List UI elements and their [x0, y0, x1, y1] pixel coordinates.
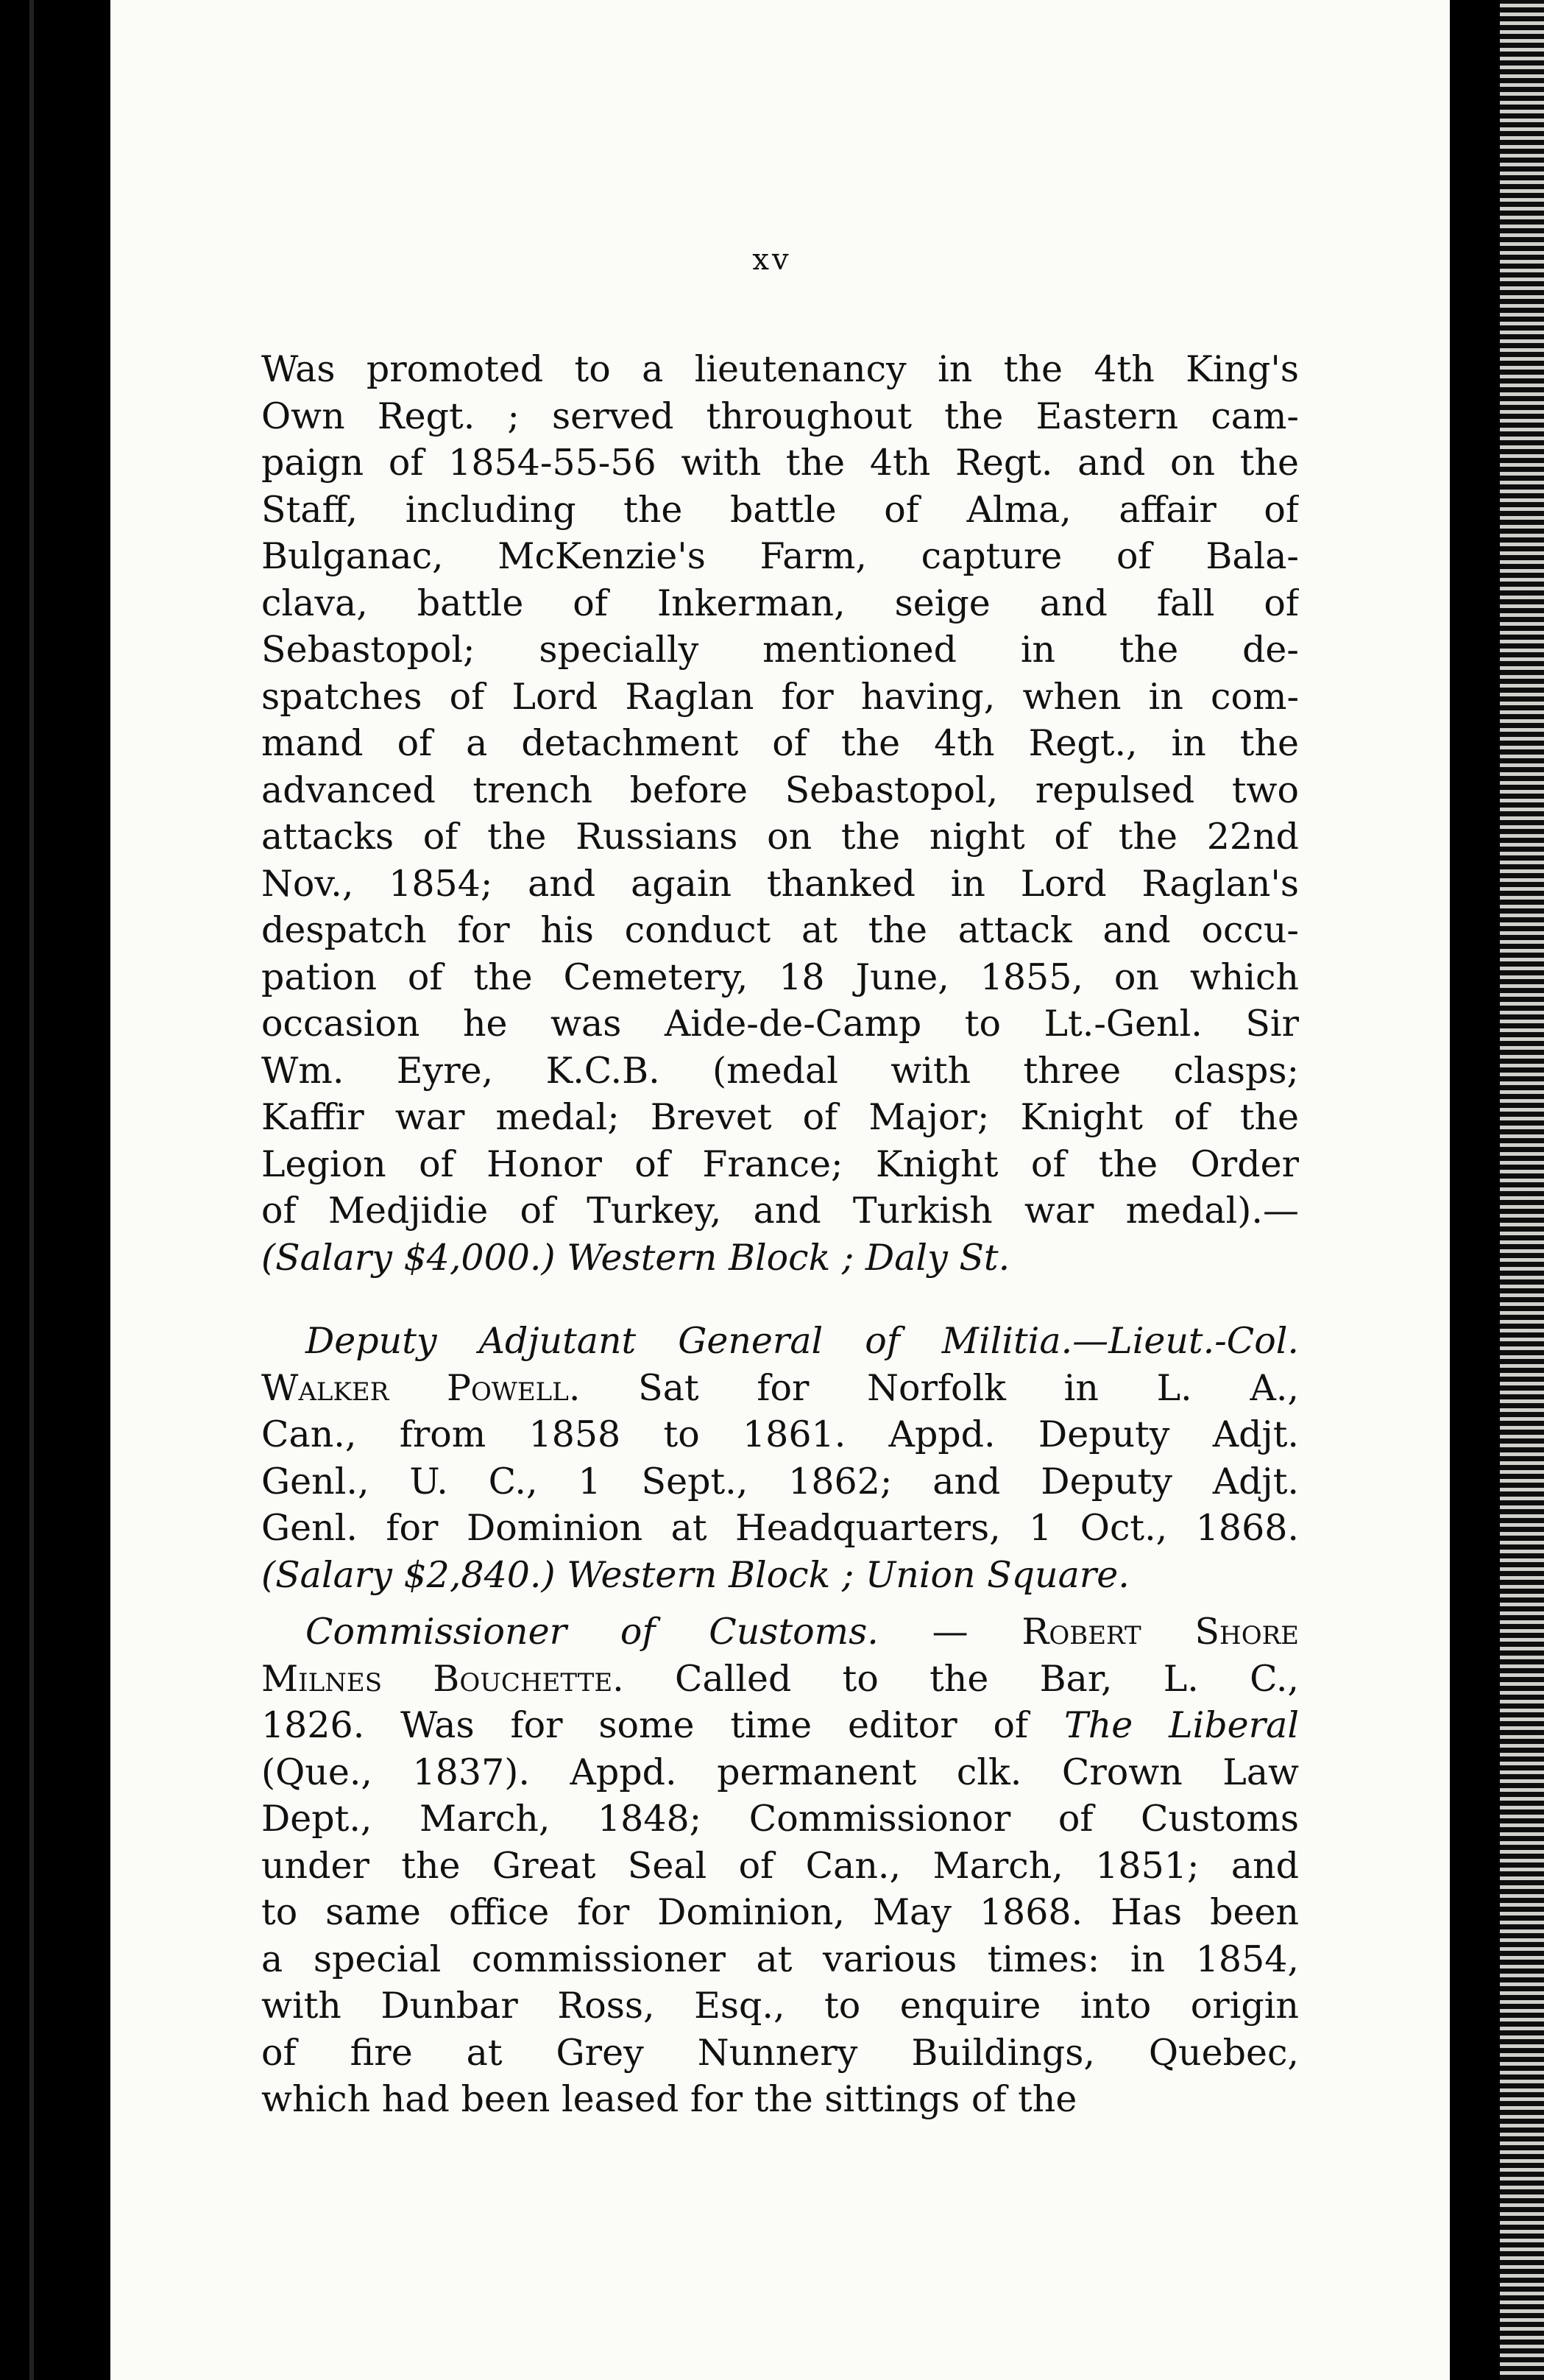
text-line: of fire at Grey Nunnery Buildings, Quebec, [261, 2031, 1299, 2074]
text-line: 1826. Was for some time editor of The Liberal [261, 1704, 1299, 1746]
text-line: Sebastopol; specially mentioned in the de- [261, 629, 1299, 671]
entry-heading [261, 1609, 1299, 1656]
text-line: which had been leased for the sittings of the [261, 2078, 1077, 2120]
person-name: Walker Powell. [261, 1366, 581, 1409]
text-line: paign of 1854-55-56 with the 4th Regt. and on the [261, 442, 1299, 484]
text-line: advanced trench before Sebastopol, repulsed two [261, 769, 1299, 811]
text-line: a special commissioner at various times: in 1854, [261, 1938, 1299, 1980]
office-location: Western Block ; Daly St. [567, 1236, 1010, 1279]
text-line: Was promoted to a lieutenancy in the 4th King's [261, 348, 1299, 390]
text-line: despatch for his conduct at the attack and occu- [261, 909, 1299, 951]
salary-line [261, 1552, 1299, 1599]
page-right-edge [1500, 0, 1544, 2380]
entry-heading [261, 1318, 1299, 1365]
text-line: mand of a detachment of the 4th Regt., in the [261, 722, 1299, 764]
text-line: Nov., 1854; and again thanked in Lord Raglan's [261, 862, 1299, 905]
text-line: to same office for Dominion, May 1868. Has been [261, 1891, 1299, 1933]
page-left-edge [0, 0, 34, 2380]
text-line: Genl., U. C., 1 Sept., 1862; and Deputy Adjt. [261, 1460, 1299, 1502]
text-line: attacks of the Russians on the night of the 22nd [261, 816, 1299, 858]
text-line: Staff, including the battle of Alma, affair of [261, 488, 1299, 531]
text-line: Own Regt. ; served throughout the Eastern cam- [261, 395, 1299, 437]
text-line: occasion he was Aide-de-Camp to Lt.-Genl. Sir [261, 1003, 1299, 1045]
salary: (Salary $4,000.) [261, 1236, 556, 1279]
text-line: Wm. Eyre, K.C.B. (medal with three clasps; [261, 1049, 1299, 1092]
person-name-continued: Milnes Bouchette. [261, 1657, 624, 1700]
text-line: Kaffir war medal; Brevet of Major; Knight of the [261, 1096, 1299, 1138]
rank: —Lieut.-Col. [1072, 1320, 1299, 1362]
text-line: Walker Powell. Sat for Norfolk in L. A., [261, 1366, 1299, 1409]
text-line: Can., from 1858 to 1861. Appd. Deputy Adjt. [261, 1413, 1299, 1455]
text-line: Dept., March, 1848; Commissionor of Customs [261, 1798, 1299, 1840]
text-line: (Que., 1837). Appd. permanent clk. Crown Law [261, 1751, 1299, 1793]
text-line: Milnes Bouchette. Called to the Bar, L. C., [261, 1657, 1299, 1700]
text-line: under the Great Seal of Can., March, 1851; and [261, 1844, 1299, 1887]
text-line: of Medjidie of Turkey, and Turkish war medal).— [261, 1190, 1299, 1232]
entry-commissioner-of-customs [261, 1609, 1299, 2123]
salary: (Salary $2,840.) [261, 1553, 556, 1596]
text-line: Bulganac, McKenzie's Farm, capture of Bala- [261, 535, 1299, 577]
text-line: pation of the Cemetery, 18 June, 1855, on which [261, 956, 1299, 998]
text-line: spatches of Lord Raglan for having, when in com- [261, 675, 1299, 718]
text-line: Genl. for Dominion at Headquarters, 1 Oct., 1868. [261, 1507, 1299, 1549]
office-title: Deputy Adjutant General of Militia. [305, 1320, 1073, 1362]
entry-deputy-adjutant-general [261, 1318, 1299, 1598]
person-name: — Robert Shore [932, 1611, 1299, 1653]
office-title: Commissioner of Customs. [305, 1611, 879, 1653]
publication-title: The Liberal [1064, 1704, 1299, 1746]
entry-military-biography [261, 346, 1299, 1281]
text-line: with Dunbar Ross, Esq., to enquire into origin [261, 1985, 1299, 2027]
salary-line [261, 1235, 1299, 1282]
text-line: Legion of Honor of France; Knight of the Order [261, 1143, 1299, 1185]
page-number: xv [752, 243, 792, 277]
office-location: Western Block ; Union Square. [567, 1553, 1130, 1596]
text-line: clava, battle of Inkerman, seige and fall of [261, 582, 1299, 624]
